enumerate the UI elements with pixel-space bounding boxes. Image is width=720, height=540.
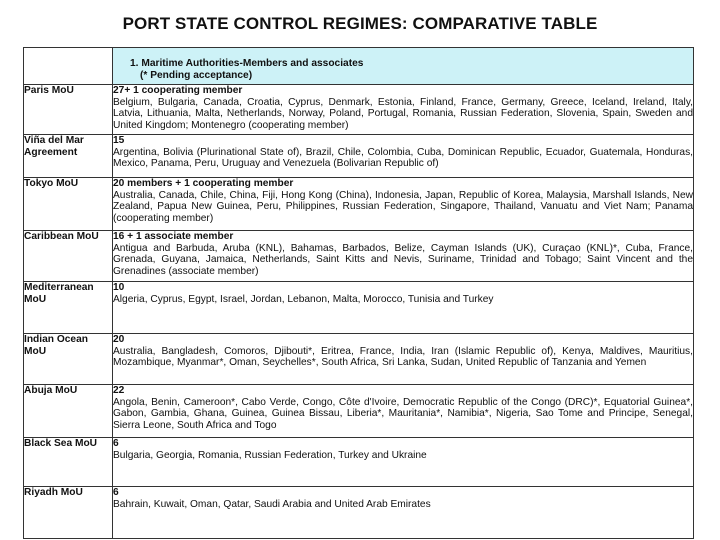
table-row xyxy=(24,385,694,438)
regime-details xyxy=(113,85,694,135)
member-list: Bulgaria, Georgia, Romania, Russian Federation, Turkey and Ukraine xyxy=(113,450,427,462)
section-note: (* Pending acceptance) xyxy=(140,70,253,81)
header-empty-cell xyxy=(24,48,113,85)
member-list: Antigua and Barbuda, Aruba (KNL), Bahamas, Barbados, Belize, Cayman Islands (UK), Curaçao (KNL)*, Cuba, France, Grenada, Guyana, Jamaica, Netherlands, Saint Kitts and Nevis, Suriname, Trinidad and Tobago; Saint Vincent and the Grenadines (associate member) xyxy=(113,243,693,277)
regime-name: Viña del Mar Agreement xyxy=(24,135,113,178)
member-list: Angola, Benin, Cameroon*, Cabo Verde, Congo, Côte d'Ivoire, Democratic Republic of the Congo (DRC)*, Equatorial Guinea*, Gabon, Gambia, Ghana, Guinea, Guinea Bissau, Liberia*, Mauritania*, Namibia*, Nigeria, Sao Tome and Principe, Senegal, Sierra Leone, South Africa and Togo xyxy=(113,397,693,431)
member-count: 20 xyxy=(113,334,125,345)
member-list: Australia, Canada, Chile, China, Fiji, Hong Kong (China), Indonesia, Japan, Republic of Korea, Malaysia, Marshall Islands, New Zealand, Papua New Guinea, Peru, Philippines, Russian Federation, Singapore, Thailand, Vanuatu and Viet Nam; Panama (cooperating member) xyxy=(113,190,693,224)
member-list: Bahrain, Kuwait, Oman, Qatar, Saudi Arabia and United Arab Emirates xyxy=(113,499,431,511)
table-row xyxy=(24,231,694,282)
regime-name: Indian Ocean MoU xyxy=(24,334,113,385)
regime-details xyxy=(113,438,694,487)
table-row xyxy=(24,334,694,385)
table-row xyxy=(24,438,694,487)
member-count: 15 xyxy=(113,135,125,146)
regime-details xyxy=(113,231,694,282)
regime-details xyxy=(113,487,694,539)
regime-name: Abuja MoU xyxy=(24,385,113,438)
regime-name: Riyadh MoU xyxy=(24,487,113,539)
member-list: Argentina, Bolivia (Plurinational State of), Brazil, Chile, Colombia, Cuba, Dominican Republic, Ecuador, Guatemala, Honduras, Mexico, Panama, Peru, Uruguay and Venezuela (Bolivarian Republic of) xyxy=(113,147,693,170)
member-count: 10 xyxy=(113,282,125,293)
regime-details xyxy=(113,135,694,178)
regime-name: Tokyo MoU xyxy=(24,178,113,231)
table-row xyxy=(24,487,694,539)
member-count: 22 xyxy=(113,385,125,396)
table-row xyxy=(24,282,694,334)
section-header-cell xyxy=(113,48,694,85)
regime-name: Paris MoU xyxy=(24,85,113,135)
member-list: Algeria, Cyprus, Egypt, Israel, Jordan, Lebanon, Malta, Morocco, Tunisia and Turkey xyxy=(113,294,494,306)
table-row xyxy=(24,178,694,231)
section-header-row xyxy=(24,48,694,85)
page-title: PORT STATE CONTROL REGIMES: COMPARATIVE TABLE xyxy=(122,14,598,33)
member-count: 20 members + 1 cooperating member xyxy=(113,178,294,189)
regime-details xyxy=(113,178,694,231)
regime-details xyxy=(113,385,694,438)
regime-details xyxy=(113,282,694,334)
table-row xyxy=(24,135,694,178)
regime-details xyxy=(113,334,694,385)
table-row xyxy=(24,85,694,135)
member-count: 27+ 1 cooperating member xyxy=(113,85,243,96)
comparative-table xyxy=(23,47,694,539)
member-count: 16 + 1 associate member xyxy=(113,231,234,242)
member-list: Belgium, Bulgaria, Canada, Croatia, Cyprus, Denmark, Estonia, Finland, France, Germany, Greece, Iceland, Ireland, Italy, Latvia, Lithuania, Malta, Netherlands, Norway, Poland, Portugal, Romania, Russian Federation, Slovenia, Spain, Sweden and United Kingdom; Montenegro (cooperating member) xyxy=(113,97,693,131)
member-list: Australia, Bangladesh, Comoros, Djibouti*, Eritrea, France, India, Iran (Islamic Republic of), Kenya, Maldives, Mauritius, Mozambique, Myanmar*, Oman, Seychelles*, South Africa, Sri Lanka, Sudan, United Republic of Tanzania and Yemen xyxy=(113,346,693,369)
regime-name: Black Sea MoU xyxy=(24,438,113,487)
member-count: 6 xyxy=(113,438,119,449)
member-count: 6 xyxy=(113,487,119,498)
section-heading: 1. Maritime Authorities-Members and associates xyxy=(130,58,364,69)
regime-name: Caribbean MoU xyxy=(24,231,113,282)
regime-name: Mediterranean MoU xyxy=(24,282,113,334)
